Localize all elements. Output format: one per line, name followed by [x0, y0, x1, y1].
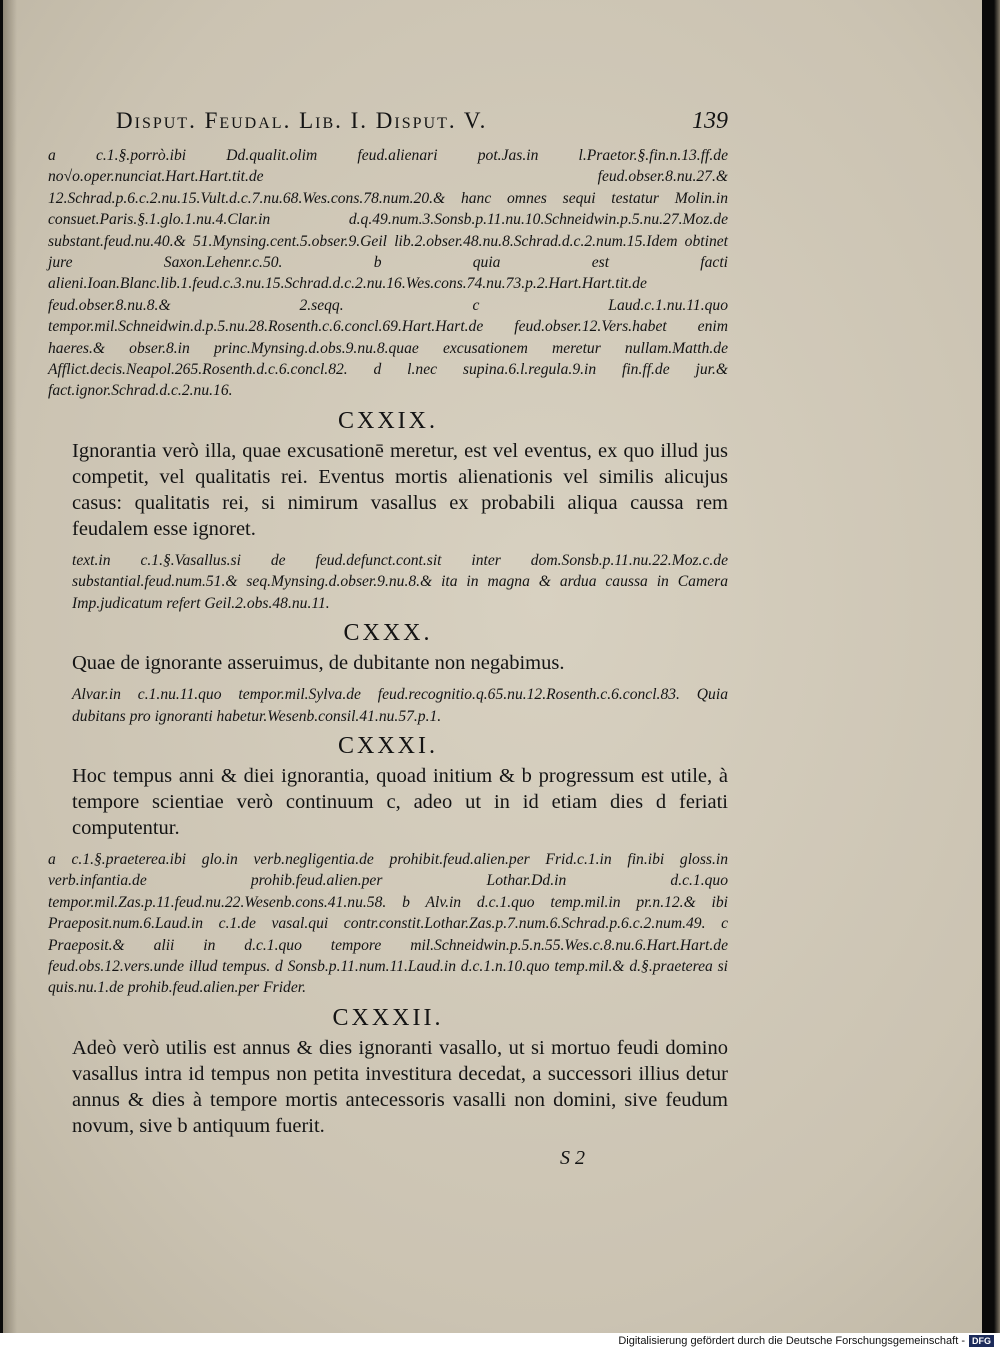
section-heading: CXXXI. — [338, 732, 438, 759]
running-head — [116, 108, 728, 135]
footnotes-top: a c.1.§.porrò.ibi Dd.qualit.olim feud.alienari pot.Jas.in l.Praetor.§.fin.n.13.ff.de no√o.oper.nunciat.Hart.Hart.tit.de feud.obser.8.nu.27.& 12.Schrad.p.6.c.2.nu.15.Vult.d.c.7.nu.68.Wes.cons.78.num.20.& hanc omnes sequi testatur Molin.in consuet.Paris.§.1.glo.1.nu.4.Clar.in d.q.49.num.3.Sonsb.p.11.nu.10.Schneidwin.p.5.nu.27.Moz.de substant.feud.nu.40.& 51.Mynsing.cent.5.obser.9.Geil lib.2.obser.48.nu.8.Schrad.d.c.2.num.15.Idem obtinet jure Saxon.Lehenr.c.50. b quia est facti alieni.Ioan.Blanc.lib.1.feud.c.3.nu.15.Schrad.d.c.2.nu.16.Wes.cons.74.nu.73.p.2.Hart.Hart.tit.de feud.obser.8.nu.8.& 2.seqq. c Laud.c.1.nu.11.quo tempor.mil.Schneidwin.d.p.5.nu.28.Rosenth.c.6.concl.69.Hart.Hart.de feud.obser.12.Vers.habet enim haeres.& obser.8.in princ.Mynsing.d.obs.9.nu.8.quae excusationem meretur nullam.Matth.de Afflict.decis.Neapol.265.Rosenth.d.c.6.concl.82. d l.nec supina.6.l.regula.9.in fin.ff.de jur.& fact.ignor.Schrad.d.c.2.nu.16. — [48, 147, 728, 400]
signature-mark: S 2 — [560, 1146, 585, 1169]
gutter-shadow — [3, 0, 17, 1333]
section-text: Hoc tempus anni & diei ignorantia, quoad initium & b progressum est utile, à tempore scientiae verò continuum c, adeo ut in id etiam dies d feriati computentur. — [72, 764, 728, 839]
footer-text: Digitalisierung gefördert durch die Deutsche Forschungsgemeinschaft - — [618, 1335, 965, 1347]
footer-bar — [0, 1333, 1000, 1349]
section-cxxx — [48, 618, 728, 727]
section-notes: Alvar.in c.1.nu.11.quo tempor.mil.Sylva.de feud.recognitio.q.65.nu.12.Rosenth.c.6.concl.83. Quia dubitans pro ignoranti habetur.Wesenb.consil.41.nu.57.p.1. — [72, 686, 728, 725]
section-heading: CXXX. — [343, 620, 433, 647]
running-head-title: Disput. Feudal. Lib. I. Disput. V. — [116, 108, 488, 133]
section-notes: text.in c.1.§.Vasallus.si de feud.defunct.cont.sit inter dom.Sonsb.p.11.nu.22.Moz.c.de substantial.feud.num.51.& seq.Mynsing.d.obser.9.nu.8.& ita in magna & ardua caussa in Camera Imp.judicatum refert Geil.2.obs.48.nu.11. — [72, 551, 728, 612]
section-cxxxii — [48, 1003, 728, 1139]
section-text: Ignorantia verò illa, quae excusationē meretur, est vel eventus, ex quo illud jus competit, vel qualitatis rei. Eventus mortis alienationis vel similis alicujus casus: qualitatis rei, si nimirum vasallus ex probabili aliqua caussa rem feudalem esse ignoret. — [72, 439, 728, 540]
page-edge — [994, 0, 1000, 1333]
section-heading: CXXXII. — [332, 1004, 444, 1031]
section-heading: CXXIX. — [338, 407, 438, 434]
dfg-logo: DFG — [969, 1335, 994, 1347]
section-cxxxi — [48, 731, 728, 999]
page-number: 139 — [692, 108, 728, 134]
section-text: Adeò verò utilis est annus & dies ignoranti vasallo, ut si mortuo feudi domino vasallus intra id tempus non petita investitura decedat, a successori illius detur annus & dies à tempore mortis antecessoris vasalli non domini, sive feudum novum, sive b antiquum fuerit. — [72, 1036, 728, 1137]
section-text: Quae de ignorante asseruimus, de dubitante non negabimus. — [72, 652, 565, 675]
section-cxxix — [48, 406, 728, 614]
section-notes: a c.1.§.praeterea.ibi glo.in verb.negligentia.de prohibit.feud.alien.per Frid.c.1.in fin.ibi gloss.in verb.infantia.de prohib.feud.alien.per Lothar.Dd.in d.c.1.quo tempor.mil.Zas.p.11.feud.nu.22.Wesenb.cons.41.nu.58. b Alv.in d.c.1.quo temp.mil.in pr.n.12.& ibi Praeposit.num.6.Laud.in c.1.de vasal.qui contr.constit.Lothar.Zas.p.7.num.6.Schrad.p.6.c.2.num.49. c Praeposit.& alii in d.c.1.quo tempore mil.Schneidwin.p.5.n.55.Wes.c.8.nu.6.Hart.Hart.de feud.obs.12.vers.unde illud tempus. d Sonsb.p.11.num.11.Laud.in d.c.1.n.10.quo temp.mil.& d.§.praeterea si quis.nu.1.de prohib.feud.alien.per Frider. — [48, 850, 728, 997]
page-content — [48, 108, 728, 1170]
